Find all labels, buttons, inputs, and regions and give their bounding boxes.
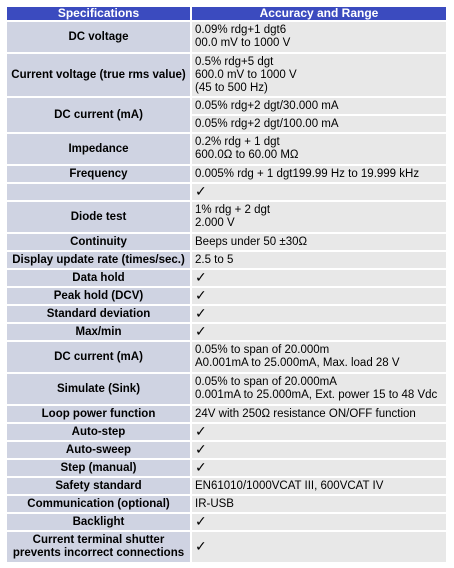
spec-check-cell (192, 460, 446, 476)
checkmark-icon: ✓ (195, 442, 207, 458)
table-row (7, 22, 446, 52)
spec-label: Data hold (7, 270, 190, 286)
spec-value-line: 0.5% rdg+5 dgt (195, 55, 274, 68)
spec-check-cell (192, 306, 446, 322)
table-row (7, 442, 446, 458)
spec-label: Current voltage (true rms value) (7, 54, 190, 96)
spec-check-cell (192, 288, 446, 304)
spec-value (192, 374, 446, 404)
spec-check-cell (192, 514, 446, 530)
spec-label: Loop power function (7, 406, 190, 422)
spec-label: Simulate (Sink) (7, 374, 190, 404)
table-row (7, 54, 446, 96)
table-row (7, 532, 446, 562)
spec-label: Safety standard (7, 478, 190, 494)
spec-label: Auto-step (7, 424, 190, 440)
checkmark-icon: ✓ (195, 514, 207, 530)
spec-value (192, 406, 446, 422)
table-row (7, 134, 446, 164)
spec-value (192, 98, 446, 114)
spec-check-cell (192, 324, 446, 340)
table-row (7, 234, 446, 250)
checkmark-icon: ✓ (195, 270, 207, 286)
spec-value-line: 0.005% rdg + 1 dgt199.99 Hz to 19.999 kHz (195, 167, 420, 180)
table-row (7, 478, 446, 494)
spec-value (192, 496, 446, 512)
spec-value (192, 166, 446, 182)
spec-check-cell (192, 532, 446, 562)
spec-check-cell (192, 424, 446, 440)
spec-value (192, 202, 446, 232)
spec-value (192, 134, 446, 164)
spec-value (192, 478, 446, 494)
table-header-row (7, 7, 446, 20)
spec-value-line: 0.05% rdg+2 dgt/100.00 mA (195, 117, 339, 130)
checkmark-icon: ✓ (195, 324, 207, 340)
spec-label: Backlight (7, 514, 190, 530)
table-row (7, 374, 446, 404)
table-row (7, 460, 446, 476)
table-row (7, 496, 446, 512)
spec-value-line: 600.0 mV to 1000 V (195, 68, 297, 81)
spec-value-line: 2.5 to 5 (195, 253, 234, 266)
spec-value-line: A0.001mA to 25.000mA, Max. load 28 V (195, 357, 400, 369)
checkmark-icon: ✓ (195, 306, 207, 322)
spec-label: Impedance (7, 134, 190, 164)
spec-value-line: 00.0 mV to 1000 V (195, 37, 291, 49)
spec-value-line: 1% rdg + 2 dgt (195, 204, 271, 216)
spec-value-line: 0.001mA to 25.000mA, Ext. power 15 to 48 Vdc (195, 389, 438, 401)
spec-label: Step (manual) (7, 460, 190, 476)
table-row (7, 424, 446, 440)
spec-label: Current terminal shutter prevents incorrect connections (7, 532, 190, 562)
spec-check-cell (192, 442, 446, 458)
header-specifications: Specifications (7, 7, 190, 20)
spec-label: DC current (mA) (7, 342, 190, 372)
table-body (7, 22, 446, 562)
spec-check-cell (192, 270, 446, 286)
table-row (7, 270, 446, 286)
spec-label: Continuity (7, 234, 190, 250)
table-row (7, 514, 446, 530)
spec-value-line: Beeps under 50 ±30Ω (195, 235, 308, 248)
spec-value-line: 24V with 250Ω resistance ON/OFF function (195, 407, 416, 420)
spec-label: Diode test (7, 202, 190, 232)
spec-label: Frequency (7, 166, 190, 182)
spec-value-line: 0.05% to span of 20.000mA (195, 376, 337, 388)
spec-label: Max/min (7, 324, 190, 340)
spec-value-line: EN61010/1000VCAT III, 600VCAT IV (195, 479, 384, 492)
table-row (7, 252, 446, 268)
table-row (7, 306, 446, 322)
table-row (7, 324, 446, 340)
spec-value (192, 342, 446, 372)
table-row (7, 184, 446, 200)
spec-value (192, 234, 446, 250)
spec-label: Standard deviation (7, 306, 190, 322)
spec-label: Auto-sweep (7, 442, 190, 458)
specifications-table (5, 5, 448, 564)
checkmark-icon: ✓ (195, 288, 207, 304)
spec-value (192, 22, 446, 52)
spec-value (192, 252, 446, 268)
spec-value-line: IR-USB (195, 497, 234, 510)
spec-value-line: 0.2% rdg + 1 dgt (195, 136, 280, 148)
spec-value-line: (45 to 500 Hz) (195, 81, 268, 94)
table-row (7, 406, 446, 422)
spec-label: Display update rate (times/sec.) (7, 252, 190, 268)
spec-label: DC voltage (7, 22, 190, 52)
spec-value (192, 116, 446, 132)
spec-check-cell (192, 184, 446, 200)
spec-value-line: 0.05% rdg+2 dgt/30.000 mA (195, 99, 339, 112)
checkmark-icon: ✓ (195, 539, 207, 555)
spec-label: Peak hold (DCV) (7, 288, 190, 304)
table-row (7, 98, 446, 114)
spec-label: DC current (mA) (7, 98, 190, 132)
table-row (7, 342, 446, 372)
spec-value-line: 0.05% to span of 20.000m (195, 344, 330, 356)
spec-value-line: 600.0Ω to 60.00 MΩ (195, 149, 299, 161)
checkmark-icon: ✓ (195, 424, 207, 440)
table-row (7, 202, 446, 232)
spec-label (7, 184, 190, 200)
spec-value-line: 2.000 V (195, 217, 235, 229)
table-row (7, 166, 446, 182)
checkmark-icon: ✓ (195, 184, 207, 200)
table-row (7, 288, 446, 304)
spec-value (192, 54, 446, 96)
spec-value-line: 0.09% rdg+1 dgt6 (195, 24, 287, 36)
checkmark-icon: ✓ (195, 460, 207, 476)
header-accuracy-range: Accuracy and Range (192, 7, 446, 20)
spec-label: Communication (optional) (7, 496, 190, 512)
